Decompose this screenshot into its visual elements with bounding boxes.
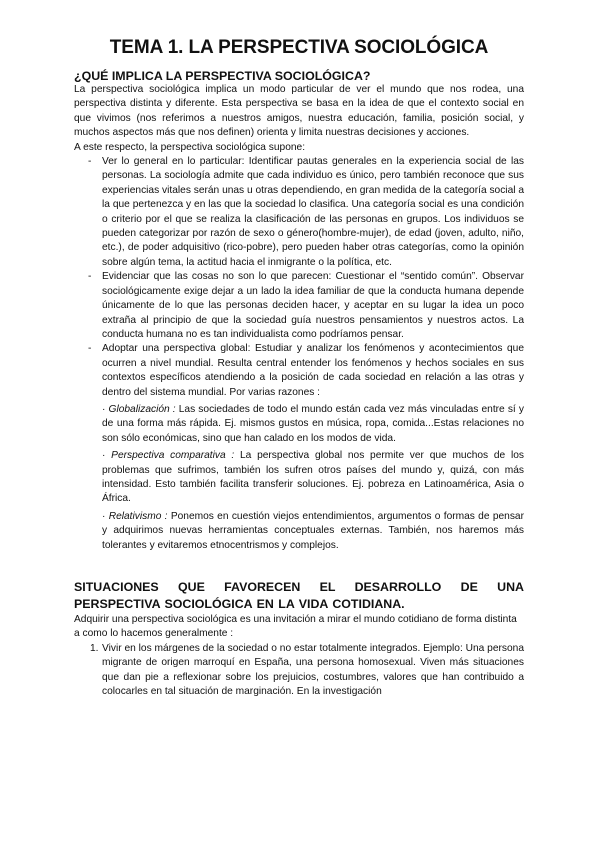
sub-label: Relativismo : [108,510,168,522]
list-item: - Ver lo general en lo particular: Identificar pautas generales en la experiencia social de las personas. La sociología admite que cada individuo es único, pero también reconoce que sus experiencias vitales serán unas u otras dependiendo, en gran medida de la categoría social a la que pertenezca y en las que la sociedad lo clasifica. Una categoría social es una condición o criterio por el que se realiza la clasificación de las personas en grupos. Los individuos se pueden categorizar por razón de sexo o género(hombre-mujer), de edad (joven, adulto, niño, etc.), de poder adquisitivo (rico-pobre), pero pueden haber otras categorías, como la opinión sobre algún tema, la actitud hacia el inmigrante o la política, etc. [74,155,524,270]
sub-label: Perspectiva comparativa : [111,450,235,462]
section-2 [74,579,524,699]
section-1-intro: La perspectiva sociológica implica un modo particular de ver el mundo que nos rodea, una perspectiva distinta y diferente. Esta perspectiva se basa en la idea de que el contexto social en que vivimos (nos referimos a nuestros amigos, nuestra educación, familia, posición social, y muchos aspectos más que nos definen) orienta y limita nuestras decisiones y acciones. [74,84,524,139]
section-1 [74,69,524,553]
sub-bullet: · [102,450,106,462]
sub-item-globalizacion [102,403,524,446]
list-item-text: Adoptar una perspectiva global: Estudiar y analizar los fenómenos y acontecimientos que ocurren a nivel mundial. Resulta central entender los fenómenos y hechos sociales en sus contextos específicos atendiendo a la posición de cada sociedad en relación a las otras y dentro del sistema mundial. Por varias razones : [102,343,524,398]
sub-item-relativismo [102,510,524,553]
list-item-text: Vivir en los márgenes de la sociedad o no estar totalmente integrados. Ejemplo: Una persona migrante de origen marroquí en España, una persona homosexual. Viven más situaciones que dan pie a reflexionar sobre los prejuicios, costumbres, valores que han contribuido a colocarles en tal situación de marginación. En la investigación [102,642,524,698]
section-1-lead: A este respecto, la perspectiva sociológica supone: [74,141,306,153]
sub-item-perspectiva-comparativa [102,449,524,507]
list-item [74,642,524,700]
section-1-heading: ¿QUÉ IMPLICA LA PERSPECTIVA SOCIOLÓGICA? [74,69,371,83]
section-1-list [74,155,524,553]
sub-text: Las sociedades de todo el mundo están cada vez más vinculadas entre sí y de una forma más rápida. Ej. mismos gustos en música, ropa, comida...Estas relaciones no son sólo económicas, sino que han calado en los modos de vida. [102,403,524,444]
sub-text: La perspectiva global nos permite ver que muchos de los problemas que sufrimos, también los sufren otros países del mundo y, quizá, con más intensidad. Esto también facilita transferir soluciones. Ej. pobreza en Latinoamérica, Asia o África. [102,450,524,505]
section-2-heading: SITUACIONES QUE FAVORECEN EL DESARROLLO DE UNA PERSPECTIVA SOCIOLÓGICA EN LA VIDA COTIDIANA. [74,580,524,611]
sub-bullet: · [102,510,106,522]
sub-text: Ponemos en cuestión viejos entendimientos, argumentos o formas de pensar y adquirimos nuevas herramientas conceptuales externas. También, nos haremos más tolerantes y evitaremos etnocentrismos y complejos. [102,510,524,551]
sub-bullet: · [102,403,106,415]
list-item: - Evidenciar que las cosas no son lo que parecen: Cuestionar el “sentido común”. Observar sociológicamente exige dejar a un lado la idea familiar de que la conducta humana depende únicamente de lo que las personas deciden hacer, y aceptar en su lugar la idea un poco extraña al principio de que la sociedad guía nuestros pensamientos y nuestros actos. La conducta humana no es tan individualista como podríamos pensar. [74,270,524,342]
list-number: 1. [90,642,99,654]
section-2-intro: Adquirir una perspectiva sociológica es una invitación a mirar el mundo cotidiano de forma distinta a como lo hacemos generalmente : [74,614,517,640]
sub-label: Globalización : [108,403,176,415]
list-item [74,342,524,553]
page-title: TEMA 1. LA PERSPECTIVA SOCIOLÓGICA [109,37,489,58]
section-2-list [74,642,524,700]
